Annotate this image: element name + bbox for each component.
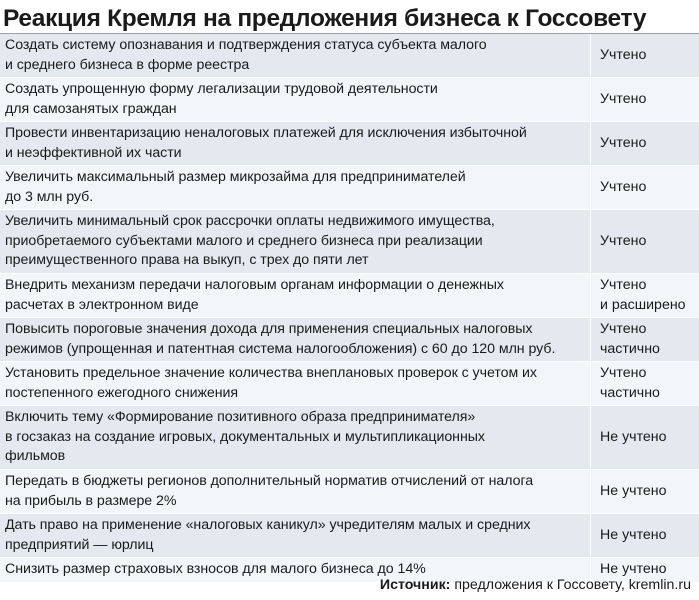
proposal-status: Учтено и расширено bbox=[590, 274, 699, 317]
proposal-status: Учтено bbox=[590, 210, 699, 273]
proposal-text: Включить тему «Формирование позитивного образа предпринимателя» в госзаказ на создание игровых, документальных и мультипликационных фильмов bbox=[5, 409, 485, 465]
table-row bbox=[0, 166, 699, 210]
proposal-status: Не учтено bbox=[590, 470, 699, 513]
proposal-status: Учтено частично bbox=[590, 318, 699, 361]
proposal-status: Учтено частично bbox=[590, 362, 699, 405]
proposal-text: Создать упрощенную форму легализации трудовой деятельности для самозанятых граждан bbox=[5, 81, 438, 117]
page-title: Реакция Кремля на предложения бизнеса к Госсовету bbox=[3, 5, 647, 32]
proposal-text: Увеличить минимальный срок рассрочки оплаты недвижимого имущества, приобретаемого субъектами малого и среднего бизнеса при реализации преимущественного права на выкуп, с трех до пяти лет bbox=[5, 213, 495, 269]
proposal-text: Создать систему опознавания и подтверждения статуса субъекта малого и среднего бизнеса в форме реестра bbox=[5, 37, 487, 73]
proposal-text: Передать в бюджеты регионов дополнительный норматив отчислений от налога на прибыль в размере 2% bbox=[5, 473, 534, 509]
table-row bbox=[0, 514, 699, 558]
source-note bbox=[380, 576, 691, 594]
table-row bbox=[0, 122, 699, 166]
proposal-status: Учтено bbox=[590, 122, 699, 165]
source-label: Источник: bbox=[379, 577, 451, 593]
proposal-status: Учтено bbox=[590, 78, 699, 121]
table-row bbox=[0, 210, 699, 274]
proposal-status: Не учтено bbox=[590, 406, 699, 469]
table-row bbox=[0, 274, 699, 318]
table-row bbox=[0, 362, 699, 406]
source-text: предложения к Госсовету, kremlin.ru bbox=[450, 577, 691, 593]
proposal-text: Дать право на применение «налоговых каникул» учредителям малых и средних предприятий — юрлиц bbox=[5, 517, 531, 553]
proposal-status: Учтено bbox=[590, 34, 699, 77]
proposal-text: Увеличить максимальный размер микрозайма для предпринимателей до 3 млн руб. bbox=[5, 169, 466, 205]
table-row bbox=[0, 406, 699, 470]
proposal-status: Учтено bbox=[590, 166, 699, 209]
table-row bbox=[0, 78, 699, 122]
proposal-text: Внедрить механизм передачи налоговым органам информации о денежных расчетах в электронном виде bbox=[5, 277, 504, 313]
proposal-status: Не учтено bbox=[590, 558, 699, 582]
table-row bbox=[0, 470, 699, 514]
proposal-text: Повысить пороговые значения дохода для применения специальных налоговых режимов (упрощенная и патентная система налогообложения) с 60 до 120 млн руб. bbox=[5, 321, 556, 357]
proposal-status: Не учтено bbox=[590, 514, 699, 557]
table-row bbox=[0, 318, 699, 362]
proposals-table bbox=[0, 33, 699, 583]
proposal-text: Провести инвентаризацию неналоговых платежей для исключения избыточной и неэффективной их части bbox=[5, 125, 527, 161]
proposal-text: Установить предельное значение количества внеплановых проверок с учетом их постепенного ежегодного снижения bbox=[5, 365, 537, 401]
table-row bbox=[0, 34, 699, 78]
proposal-text: Снизить размер страховых взносов для малого бизнеса до 14% bbox=[5, 561, 426, 578]
